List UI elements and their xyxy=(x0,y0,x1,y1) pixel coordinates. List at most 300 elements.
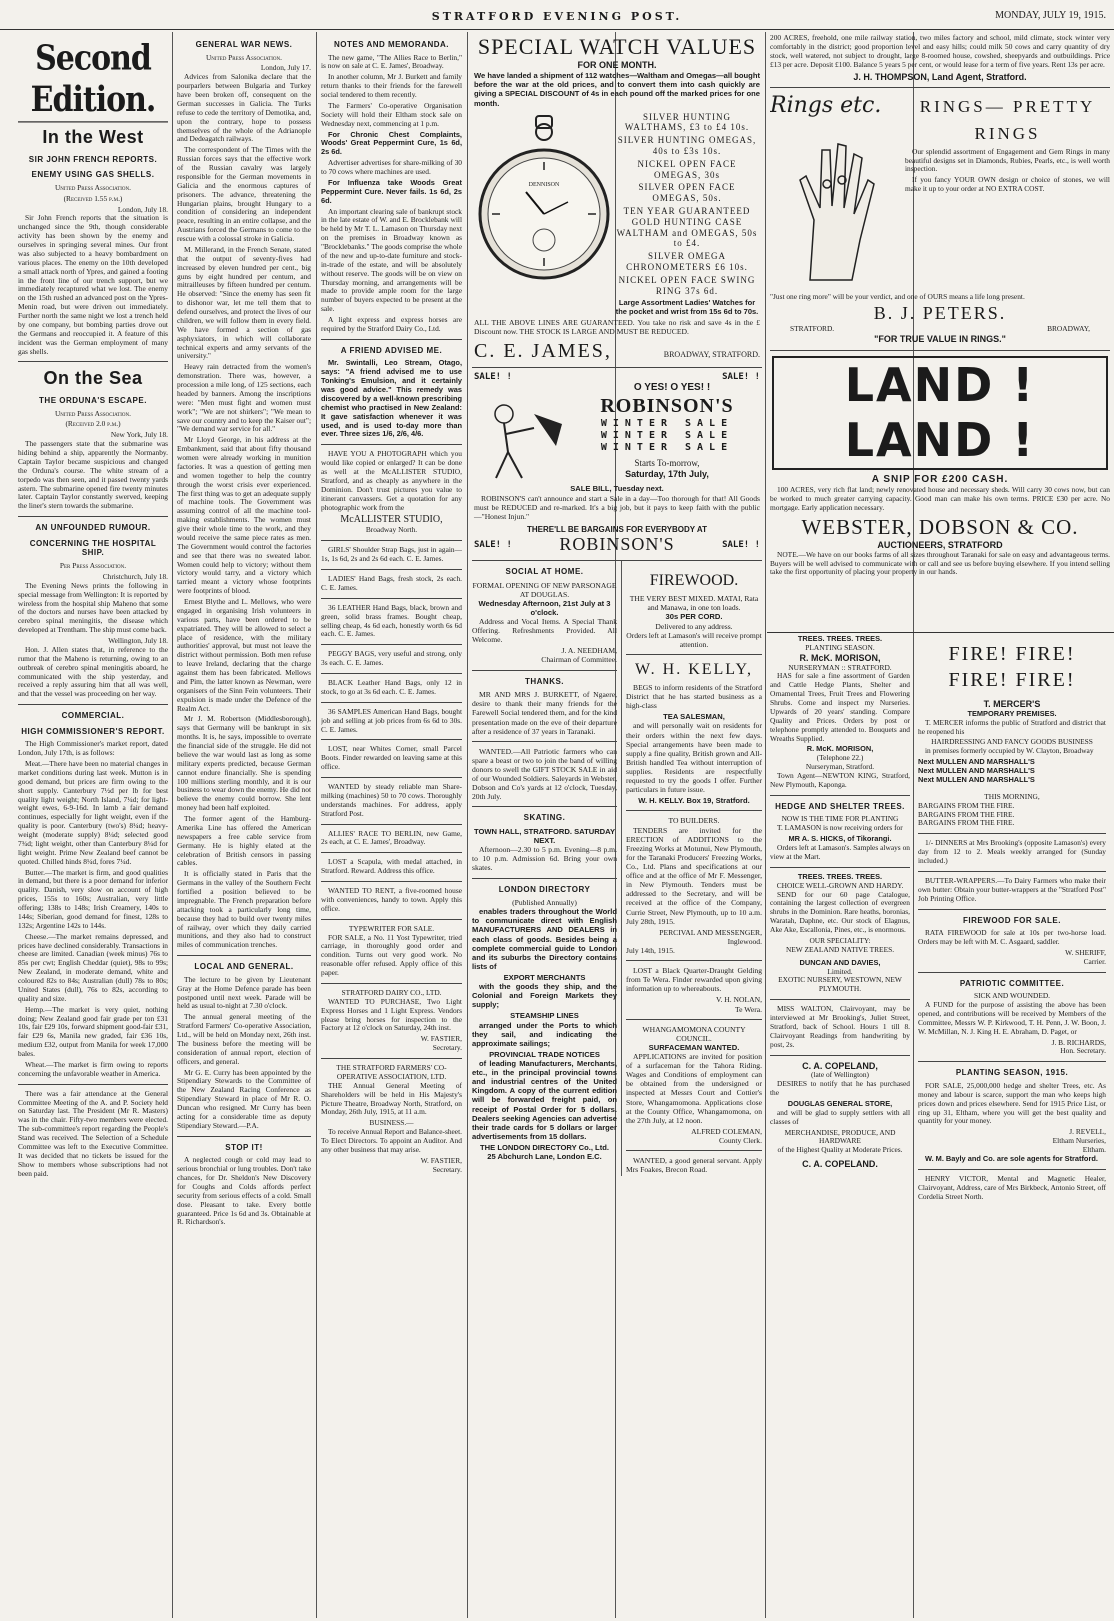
column-4 xyxy=(472,34,762,1616)
ad-signature: ALFRED COLEMAN, xyxy=(691,1126,762,1136)
classified-ad: 36 LEATHER Hand Bags, black, brown and green, solid brass frames. Bought cheap, selling cheap, 4s 6d each, honestly worth 6s 6d each. C. E. James. xyxy=(321,602,462,639)
divider xyxy=(918,833,1106,834)
article-paragraph: The Evening News prints the following in special message from Wellington: It is reported by wireless from the hospital ship Maheno that some of the doctors and nurses have been attacked by cerebro spinal meningitis, the disease which developed at Trentham. The ship must come back. xyxy=(18,580,168,635)
ad-text: ROBINSON'S can't announce and start a Sale in a day—Too thorough for that! All Goods must be REDUCED and re-marked. It's a big job, but it pays to keep faith with the public—"Honest Injun." xyxy=(474,493,760,521)
ad-heading: TYPEWRITER FOR SALE. xyxy=(348,923,435,933)
ad-text: WANTED, a good general servant. Apply Mrs Foakes, Brecon Road. xyxy=(626,1156,762,1175)
ad-text: A FUND for the purpose of assisting the above has been opened, and contributions will be received by Members of the Committee, Messrs W. P. Kirkwood, T. H. Penn, J. W. Boon, J. W. McMillan, N. J. King H. E. Abraham, D. Paget, or xyxy=(918,1000,1106,1036)
winter-sale: WINTER SALE xyxy=(600,430,734,442)
watch-item: TEN YEAR GUARANTEED GOLD HUNTING CASE WALTHAM and OMEGAS, 50s to £4. xyxy=(616,206,758,249)
ad-text: of leading Manufacturers, Merchants, etc., in the principal provincial towns and industrial centres of the United Kingdom. A copy of the current edition will be forwarded freight paid, on receipt of Postal Order for 5 dollars. Dealers seeking Agencies can advertise their trade cards for 5 dollars or larger advertisements from 15 dollars. xyxy=(472,1058,617,1141)
ad-subheading: AUCTIONEERS, STRATFORD xyxy=(877,539,1003,550)
divider xyxy=(472,670,617,671)
lower-left-ads xyxy=(472,561,622,1176)
ad-signature: C. A. COPELAND. xyxy=(802,1159,878,1170)
watch-item: NICKEL OPEN FACE SWING RING 37s 6d. xyxy=(618,274,756,296)
ad-signature-row xyxy=(474,339,760,363)
start-line: Starts To-morrow, xyxy=(634,458,700,469)
bargain-line: BARGAINS FROM THE FIRE. xyxy=(918,800,1015,810)
headline: LOCAL AND GENERAL. xyxy=(194,962,294,972)
ad-line: For Chronic Chest Complaints, Woods' Great Peppermint Cure, 1s 6d, 2s 6d. xyxy=(321,129,462,157)
article-paragraph: M. Millerand, in the French Senate, stated that the output of seventy-fives had increased by eleven hundred per cent., big guns by eight hundred per centum, and mitrailleuses by fifteen hundred per centum. He observed: "Since the enemy has seen fit to dishonor war, let me tell them that to defend ourselves, and protect the lives of our children, we will follow them in every field. We have formed a section of gas asphyxiators, in which will collaborate technical experts and army servants of the university." xyxy=(177,244,311,361)
ad-subheading: THIS MORNING, xyxy=(984,791,1040,801)
headline: COMMERCIAL. xyxy=(61,711,125,721)
ad-line: For Influenza take Woods Great Peppermint Cure. Never fails. 1s 6d, 2s 6d. xyxy=(321,177,462,205)
ad-text: MISS WALTON, Clairvoyant, may be interviewed at Mr Brooking's, Juliet Street, Stratford, back of School. Hours 1 till 8. Clairvoyant Readings from handwriting by post, 2s. xyxy=(770,1004,910,1049)
sale-date: Saturday, 17th July, xyxy=(625,469,709,480)
divider xyxy=(18,361,168,362)
classified-ad: WANTED TO PURCHASE, Two Light Express Horses and 1 Light Express. Vendors please bring horses for inspection to the Factory at 12 o'clock on Saturday, 24th inst. xyxy=(321,996,462,1033)
ad-signature: Broadway North. xyxy=(365,525,418,535)
divider xyxy=(918,1169,1106,1170)
ad-text: and will personally wait on residents for their orders within the next few days. Special arrangements have been made to supply a fine quality, British grown and All-British handled Tea without interruption of supplies. Residents are respectfully requested to try the goods I offer. Further particulars in future issue. xyxy=(626,721,762,795)
ad-heading: FIREWOOD FOR SALE. xyxy=(963,915,1061,925)
ad-text: 200 ACRES, freehold, one mile railway station, two miles factory and school, mild climate, stock winter very comfortably in the district; good proportion level and easy hills; could milk 50 cows and carry quantity of dry stock, well watered, not subject to drought, large 8-roomed house, cowshed, sheepyards and outbuildings. Price £13 per acre. Deposit £100. Balance 5 years 5 per cent, or would lease for a term of five years. Rent 13s per acre. xyxy=(770,34,1110,69)
watch-item: NICKEL OPEN FACE OMEGAS, 30s xyxy=(637,158,737,180)
article-paragraph: The correspondent of The Times with the Russian forces says that the effective work of the Russian cavalry was largely responsible for the German movements in Galicia and the enormous captures of prisoners. The advance, threatening the Hungarian plains, brought Hungary to a condition of considering an independent peace, resulting in an entire collapse, and the Austrians forced the Germans to come to the rescue with a colossal stroke in Galicia. xyxy=(177,145,311,244)
ad-text: Mr. Swintalli, Leo Stream, Otago, says: "A friend advised me to use Tonking's Emulsion, and it certainly was good advice." This remedy was discovered by a well-known prescribing chemist who practised in New Zealand: It gave satisfaction whenever it was used, and is used to-day more than ever. Three sizes 1/6, 2/6, 4/6. xyxy=(321,358,462,439)
ad-text: RATA FIREWOOD for sale at 10s per two-horse load. Orders may be left with M. C. Asgaard, saddler. xyxy=(918,928,1106,947)
ad-signature: THE LONDON DIRECTORY Co., Ltd. xyxy=(480,1142,609,1152)
ad-signature: County Clerk. xyxy=(718,1135,762,1145)
agency-line: United Press Association. xyxy=(205,52,283,62)
ad-signature: Carrier. xyxy=(1083,956,1106,966)
classified-ad: LOST a Scapula, with medal attached, in Stratford. Reward. Address this office. xyxy=(321,857,462,876)
robinsons-text xyxy=(574,394,760,484)
ad-text: Our splendid assortment of Engagement and Gem Rings in many beautiful designs set in Diamonds, Rubies, Pearls, etc., is well worth inspection. xyxy=(905,146,1110,174)
column-rule xyxy=(172,32,173,1618)
ad-subheading: MERCHANDISE, PRODUCE, AND HARDWARE xyxy=(784,1127,896,1146)
ad-heading: THE STRATFORD FARMERS' CO-OPERATIVE ASSOCIATION, LTD. xyxy=(336,1063,447,1081)
article-paragraph: An important clearing sale of bankrupt stock in the late estate of W. and E. Brocklebank will be held by Mr T. L. Lamason on Thursday next on the premises in Broadway known as "Brocklebanks." The goods comprise the whole of the new and up-to-date furniture and stock-in-trade of the estate, and will be absolutely without reserve. The goods will be on view on Thursday morning, and arrangements will be made to provide ample room for the large number of buyers expected to be present at the sale. xyxy=(321,206,462,314)
ad-text: SEND for our 60 page Catalogue, containing the largest collection of evergreen shrubs in the Dominion. Rare heaths, boronias, Waratah, Daphne, etc. Our stock of Elagnus, Ake Ake, Escallonia, Pines, etc., is enormous. xyxy=(770,889,910,935)
ad-heading: T. MERCER'S xyxy=(983,699,1041,709)
ad-text: Address and Vocal Items. A Special Thank Offering. Refreshments Provided. All Welcome. xyxy=(472,617,617,645)
trees-banner: TREES. TREES. TREES. xyxy=(797,871,883,881)
article-paragraph: Hon. J. Allen states that, in reference to the rumor that the Maheno is returning, owing to an outbreak of cerebro spinal meningitis aboard, he communicated with the ship yesterday, and received a reply assuring him that all was well, and that the vessel was proceeding on her way. xyxy=(18,644,168,699)
article-paragraph: The annual general meeting of the Stratford Farmers' Co-operative Association, Ltd., will be held on Monday next, 26th inst. The business before the meeting will be consideration of annual report, election of officers, and general. xyxy=(177,1012,311,1066)
divider xyxy=(18,704,168,705)
divider xyxy=(177,1136,311,1137)
column-7 xyxy=(918,635,1106,1615)
ad-heading: PLANTING SEASON, 1915. xyxy=(955,1068,1069,1078)
rings-text xyxy=(905,93,1110,292)
divider xyxy=(321,777,462,778)
ad-text: with the goods they ship, and the Colonial and Foreign Markets they supply; xyxy=(472,982,617,1010)
ad-subheading: NOW IS THE TIME FOR PLANTING xyxy=(781,814,899,824)
article-paragraph: Advertiser advertises for share-milking of 30 to 70 cows where machines are used. xyxy=(321,158,462,177)
article-paragraph: In another column, Mr J. Burkett and family return thanks to their friends for the farewell social tendered to them recently. xyxy=(321,72,462,100)
divider xyxy=(626,654,762,655)
edition-heading: Second Edition. xyxy=(18,39,168,123)
winter-sale: WINTER SALE xyxy=(600,418,734,430)
ad-signature: Inglewood. xyxy=(727,936,762,946)
ad-date: July 14th, 1915. xyxy=(626,946,675,955)
ad-text: If you fancy YOUR OWN design or choice of stones, we will make it up to your order at NO EXTRA COST. xyxy=(905,175,1110,194)
trees-banner: TREES. TREES. TREES. xyxy=(797,635,883,643)
divider xyxy=(626,1019,762,1020)
column-2 xyxy=(177,34,311,1616)
divider xyxy=(472,878,617,879)
fire-heading: FIRE! FIRE! FIRE! FIRE! xyxy=(948,643,1076,691)
bargains-line: THERE'LL BE BARGAINS FOR EVERYBODY AT xyxy=(527,524,707,534)
ad-signature: Limited. xyxy=(827,966,853,976)
ad-when: Wednesday Afternoon, 21st July at 3 o'clock. xyxy=(478,598,611,617)
ad-subheading: SURFACEMAN WANTED. xyxy=(648,1042,740,1052)
robinsons-ad xyxy=(472,368,762,561)
headline: STOP IT! xyxy=(225,1142,263,1152)
divider xyxy=(321,569,462,570)
ad-text: TENDERS are invited for the ERECTION of ADDITIONS to the Freezing Works at Motunui, New Plymouth, for the Taranaki Producers' Freezing Works, Co., Ltd. Plans and specifications at our office and at the office of Mr F. Messenger, in New Plymouth. Tenders must be addressed to the Secretary, and will be received at the office of the Company, Currie Street, New Plymouth, up to 10 a.m. July 28th, 1915. xyxy=(626,825,762,926)
ad-heading: C. A. COPELAND, xyxy=(802,1060,878,1071)
divider xyxy=(918,909,1106,910)
column-5 xyxy=(622,561,762,1176)
ad-heading: SKATING. xyxy=(523,813,566,823)
sale-mark: SALE! ! xyxy=(474,371,512,382)
article-paragraph: Mr G. E. Curry has been appointed by the Stipendiary Stewards to the Committee of the New Zealand Racing Conference as Stipendiary Steward in place of Mr R. O. Duncan who resigned. Mr Curry has been acting for a considerable time as deputy Stipendiary Steward.—P.A. xyxy=(177,1067,311,1130)
headline: SIR JOHN FRENCH REPORTS. xyxy=(28,154,158,164)
ad-text: BEGS to inform residents of the Stratford District that he has started business as a high-class xyxy=(626,683,762,711)
jeweller-name: B. J. PETERS. xyxy=(873,303,1007,324)
article-paragraph: Mr J. M. Robertson (Middlesborough), says that Germany will be bankrupt in six months. It is, he says, impossible to overrate the financial side of the struggle. He did not believe the war would last as long as some military experts predicted, because German cannot endure financially. She is spending 100 millions sterling monthly, and it is our business to wear down the enemy. He did not believe the enemy could borrow. She lent money had been half exploited. xyxy=(177,714,311,813)
ad-signature: 25 Abchurch Lane, London E.C. xyxy=(487,1152,602,1162)
classified-ad: FOR SALE, a No. 11 Yost Typewriter, tried carriage, in thoroughly good order and condition. Turns out very good work. No reasonable offer refused. Apply office of this paper. xyxy=(321,932,462,978)
issue-date: MONDAY, JULY 19, 1915. xyxy=(995,10,1106,21)
article-paragraph: Mr Lloyd George, in his address at the Embankment, said that about fifty thousand women were already working in munition factories. It was a question of getting men and women together to help the country through the worst crisis ever experienced. The first thing was to get an adequate supply of machine tools. The Government was assuming control of all the machine tool-making establishments. The women must give their whole time to the work, and they would receive the same piece rates as men. The Government would control the factories and see that there was no sweated labor. Women could help to victory; without them victory would tarry, and a victory which tarried meant a victory whose footprints were footprints of blood. xyxy=(177,435,311,596)
divider xyxy=(321,852,462,853)
ad-text: NOTE.—We have on our books farms of all sizes throughout Taranaki for sale on easy and advantageous terms. Buyers will be well advised to communicate with or call and see us before buying elsewhere. If you intend selling take the first opportunity of placing your property in our hands. xyxy=(770,549,1110,577)
ad-subheading: (Published Annually) xyxy=(512,898,577,908)
jeweller-location: STRATFORD. xyxy=(790,324,835,334)
location-line: Next MULLEN AND MARSHALL'S xyxy=(918,757,1035,767)
subheadline: HIGH COMMISSIONER'S REPORT. xyxy=(21,726,165,736)
watch-item: SILVER OPEN FACE OMEGAS, 50s. xyxy=(638,182,736,204)
ad-heading: SOCIAL AT HOME. xyxy=(505,567,584,577)
dateline: London, July 17. xyxy=(260,63,311,73)
divider xyxy=(770,867,910,868)
article-paragraph: It is officially stated in Paris that the Germans in the valley of the Southern Fecht fortified a position believed to be impregnable. The French preparation before attacking took a particularly long time, because they had to build over twenty miles of railway, over which they daily carried munitions, and they also had to construct miles of communication trenches. xyxy=(177,869,311,950)
ad-signature: Chairman of Committee. xyxy=(541,655,617,665)
lower-ads xyxy=(472,561,762,1176)
ad-heading: TO BUILDERS. xyxy=(668,816,720,826)
ad-text: enables traders throughout the World to communicate direct with English MANUFACTURERS AND DEALERS in each class of goods. Besides being a complete commercial guide to London and its suburbs the Directory contains lists of xyxy=(472,907,617,971)
masthead xyxy=(0,6,1114,28)
ad-text: We have landed a shipment of 112 watches—Waltham and Omegas—all bought before the war at the old prices, and to convert them into cash quickly are giving a SPECIAL DISCOUNT of 4s in each pound off the marked prices for one month. xyxy=(474,71,760,108)
divider xyxy=(321,644,462,645)
divider xyxy=(321,702,462,703)
rings-title: RINGS— PRETTY RINGS xyxy=(919,97,1096,144)
ad-subheading: BUSINESS.— xyxy=(369,1118,414,1128)
masthead-rule xyxy=(0,29,1114,30)
headline: AN UNFOUNDED RUMOUR. xyxy=(35,523,151,533)
store-name: ROBINSON'S xyxy=(559,534,675,555)
ad-subheading: NURSERYMAN :: STRATFORD. xyxy=(788,662,892,672)
ad-subheading: TEA SALESMAN, xyxy=(663,712,725,722)
ad-signature: W. FASTIER, xyxy=(420,1034,462,1044)
ad-signature: J. A. NEEDHAM, xyxy=(561,646,617,656)
rings-logo: Rings etc. xyxy=(770,93,882,119)
article-paragraph: A light express and express horses are required by the Stratford Dairy Co., Ltd. xyxy=(321,315,462,333)
ad-heading: THANKS. xyxy=(524,676,565,686)
classified-ad: GIRLS' Shoulder Strap Bags, just in again—1s, 1s 6d, 2s and 2s 6d each. C. E. James. xyxy=(321,545,462,564)
column-rule xyxy=(765,32,766,1618)
ad-signature: V. H. NOLAN, xyxy=(715,995,762,1005)
ad-text: Delivered to any address. xyxy=(655,621,733,631)
article-paragraph: The Farmers' Co-operative Organisation Society will hold their Eltham stock sale on Wednesday next, commencing at 1 p.m. xyxy=(321,100,462,128)
watch-item: SILVER HUNTING WALTHAMS, £3 to £4 10s. xyxy=(624,111,750,133)
rings-ad xyxy=(770,93,1110,292)
sale-row xyxy=(474,534,760,556)
rings-illustration xyxy=(770,93,905,292)
ad-subheading: FORMAL OPENING OF NEW PARSONAGE AT DOUGLAS. xyxy=(472,580,617,599)
ad-text: THE VERY BEST MIXED. MATAI, Rata and Manawa, in one ton loads. xyxy=(629,594,759,613)
classified-ad: LADIES' Hand Bags, fresh stock, 2s each. C. E. James. xyxy=(321,574,462,592)
ad-signature: J. H. THOMPSON, Land Agent, Stratford. xyxy=(853,71,1027,82)
divider xyxy=(321,540,462,541)
ad-subtitle: FOR ONE MONTH. xyxy=(577,60,657,71)
subheadline: CONCERNING THE HOSPITAL SHIP. xyxy=(29,538,157,558)
watch-item: Large Assortment Ladies' Watches for the pocket and wrist from 15s 6d to 70s. xyxy=(615,298,759,317)
location-line: Next MULLEN AND MARSHALL'S xyxy=(918,774,1035,784)
agency-name: WEBSTER, DOBSON & CO. xyxy=(801,514,1079,539)
ad-signature: DUNCAN AND DAVIES, xyxy=(799,957,881,967)
divider xyxy=(177,955,311,956)
watch-illustration xyxy=(474,110,614,319)
column-3 xyxy=(321,34,462,1616)
divider xyxy=(918,972,1106,973)
ad-text: LOST a Black Quarter-Draught Gelding from Te Wera. Finder rewarded upon giving information up to whereabouts. xyxy=(626,966,762,994)
ad-signature: Te Wera. xyxy=(735,1004,762,1014)
article-paragraph: Wheat.—The market is firm owing to reports concerning the unfavorable weather in America. xyxy=(18,1059,168,1078)
ad-signature: Nurseryman, Stratford. xyxy=(805,762,875,772)
column-rule xyxy=(467,32,468,1618)
headline: GENERAL WAR NEWS. xyxy=(195,40,293,49)
ad-text: WANTED.—All Patriotic farmers who can spare a beast or two to join the band of willing donors to swell the GIFT STOCK SALE in aid of our Wounded Soldiers. Saleyards in Webster, Dobson and Co's yards at 12 o'clock, Tuesday, 20th July. xyxy=(472,746,617,802)
article-paragraph: There was a fair attendance at the General Committee Meeting of the A. and P. Society held on Saturday last. The President (Mr R. Masters) was in the chair. Fifty-two members were elected. The sub-committee's report regarding the People's Stand was received. The Selection of a Schedule Committee was left to the Executive Committee. It was decided that no tickets be issued for the Show to members whose subscriptions had not been paid. xyxy=(18,1088,168,1178)
ad-footer: ALL THE ABOVE LINES ARE GUARANTEED. You take no risk and save 4s in the £ Discount now. THE STOCK IS LARGE AND MUST BE REDUCED. xyxy=(474,318,760,337)
location-line: Next MULLEN AND MARSHALL'S xyxy=(918,766,1035,776)
article-paragraph: Butter.—The market is firm, and good qualities in demand, but there is a poor demand for inferior quality. Danish, very slow on account of high prices, 155s to 160s; Australian, very little offering; 138s to 148s; Irish Creamery, 140s to 144s; Siberian, good demand for finest, 128s to 132s; Argentine 142s to 144s. xyxy=(18,867,168,930)
ad-text: 100 ACRES, very rich flat land; newly renovated house and necessary sheds. Will carry 30 cows now, but can be worked to much greater carrying capacity. Good man can make his own terms. PRICE £30 per acre. No mortgage. Early application necessary. xyxy=(770,485,1110,512)
watch-item: SILVER HUNTING OMEGAS, 40s to £3s 10s. xyxy=(617,135,757,157)
divider xyxy=(321,673,462,674)
sale-mark: SALE! ! xyxy=(722,371,760,382)
jeweller-name: C. E. JAMES, xyxy=(474,339,612,362)
divider xyxy=(770,999,910,1000)
ad-price: 30s PER CORD. xyxy=(665,612,723,622)
ad-subheading: (late of Wellington) xyxy=(811,1070,869,1080)
headline: NOTES AND MEMORANDA. xyxy=(333,40,450,49)
divider xyxy=(472,741,617,742)
divider xyxy=(626,1150,762,1151)
watch-ad-body xyxy=(474,110,760,319)
classified-ad: BLACK Leather Hand Bags, only 12 in stock, to go at 3s 6d each. C. E. James. xyxy=(321,678,462,696)
ad-signature: Eltham Nurseries, xyxy=(1052,1136,1106,1146)
divider xyxy=(321,881,462,882)
ad-subheading: MR A. S. HICKS, of Tikorangi. xyxy=(788,834,892,844)
jeweller-location: BROADWAY, xyxy=(1047,324,1090,334)
article-paragraph: A neglected cough or cold may lead to serious bronchial or lung troubles. Don't take chances, for Dr. Sheldon's New Discovery for Coughs and Colds affords perfect security from serious effects of a cold. Small dose. Pleasant to take. Every bottle guaranteed. Price 1s 6d and 3s. Obtainable at R. Richardson's. xyxy=(177,1155,311,1227)
article-paragraph: Cheese.—The market remains depressed, and prices have declined considerably. Transactions in cheese are limited. Canadian (week minus) 76s to 85s per cwt; English Cheddar (quiet), 98s to 99s; New Zealand, in moderate demand, white and coloured 82s to 84s; Australian (dull) 78s to 80s; United States (dull), 76s to 82s, according to quality and size. xyxy=(18,931,168,1003)
article-paragraph: The lecture to be given by Lieutenant Gray at the Home Defence parade has been postponed until next week. Parade will be held as usual to-night at 7.30 o'clock. xyxy=(177,974,311,1011)
jeweller-location-row xyxy=(770,325,1110,334)
sale-bill: SALE BILL, Tuesday next. xyxy=(570,484,664,494)
ad-tagline: "FOR TRUE VALUE IN RINGS." xyxy=(874,333,1006,344)
dateline: Wellington, July 18. xyxy=(108,636,168,645)
ad-subheading: TOWN HALL, STRATFORD. SATURDAY NEXT. xyxy=(473,826,616,846)
subheadline: ENEMY USING GAS SHELLS. xyxy=(31,170,155,180)
divider xyxy=(770,1055,910,1056)
ad-signature: EXOTIC NURSERY, WESTOWN, NEW PLYMOUTH. xyxy=(778,975,902,994)
article-paragraph: The High Commissioner's market report, dated London, July 17th, is as follows: xyxy=(18,739,168,758)
ad-signature: Hon. Secretary. xyxy=(1060,1046,1106,1056)
oyes-line: O YES! O YES! ! xyxy=(633,382,711,394)
ad-subheading: OUR SPECIALITY: xyxy=(809,935,871,945)
ad-signature: (Telephone 22.) xyxy=(816,753,864,763)
divider xyxy=(18,516,168,517)
ad-subheading: STEAMSHIP LINES xyxy=(510,1011,579,1021)
ad-text: arranged under the Ports to which they sail, and indicating the approximate sailings; xyxy=(472,1020,617,1048)
divider xyxy=(626,960,762,961)
article-paragraph: Sir John French reports that the situation is unchanged since the 9th, though considerable activity has been shown by the enemy and ourselves in springing several mines. Our front was also subjected to a heavy bombardment on various places. The enemy on the 10th developed a small attack north of Ypres, and gained a footing in the front line of our trench support, but we immediately recaptured what we lost. The enemy on the 15th rushed an advanced post on the Ypres-Menin road, but were driven out immediately. Further north the same night we lost a trench held by one company, but bombing parties drove out the Germans and reoccupied it. A feature of this incident was the German employment of many gas shells. xyxy=(18,213,168,356)
ad-heading: A FRIEND ADVISED ME. xyxy=(340,345,443,355)
section-rule xyxy=(767,632,1114,633)
agency-line: United Press Association. xyxy=(54,408,132,418)
ad-subheading: DOUGLAS GENERAL STORE, xyxy=(787,1098,893,1108)
column-6 xyxy=(770,635,910,1615)
article-paragraph: Ernest Blythe and L. Mellows, who were engaged in organising Irish volunteers in various parts, have been ordered to be expatriated. They will be allowed to select a place of residence, with the military authorities' approval, but must not leave the district without permission. Both men refuse to leave Ireland, declaring that the charge against them has been fabricated. Mellows and Pim, the latter known as Newman, were organisers of the Sinn Fein volunteers. Their expulsion is made under the Defence of the Realm Act. xyxy=(177,597,311,713)
divider xyxy=(321,339,462,340)
ad-text: MR AND MRS J. BURKETT, of Ngaere, desire to thank their many friends for the Farewell Social tendered them, and for the kind presentation made on the eve of their departure after a residence of 37 years in Taranaki. xyxy=(472,690,617,736)
ad-text: "Just one ring more" will be your verdict, and one of OURS means a life long present. xyxy=(770,291,1025,301)
divider xyxy=(321,919,462,920)
ad-text: HAVE YOU A PHOTOGRAPH which you would like copied or enlarged? It can be done as well at the McALLISTER STUDIO, Stratford, and as cheaply as anywhere in the Dominion. Don't trust pictures you value to itinerant canvassers. Get a quotation for any photographic work from the xyxy=(321,449,462,512)
winter-sale: WINTER SALE xyxy=(600,442,734,454)
divider xyxy=(321,739,462,740)
ad-text: T. MERCER informs the public of Stratford and district that he reopened his xyxy=(918,717,1106,736)
town-crier-bell-icon xyxy=(474,394,574,484)
section-heading-west: In the West xyxy=(42,127,144,147)
robinsons-body xyxy=(474,394,760,484)
ad-heading: WHANGAMOMONA COUNTY COUNCIL. xyxy=(642,1024,746,1043)
ad-text: T. LAMASON is now receiving orders for xyxy=(777,823,903,833)
firewood-heading: FIREWOOD. xyxy=(649,572,739,590)
ad-text: Town Agent—NEWTON KING, Stratford, New Plymouth, Kaponga. xyxy=(770,771,910,789)
land-heading: LAND ! LAND ! xyxy=(772,356,1108,470)
divider xyxy=(321,598,462,599)
ad-signature: W. SHERIFF, xyxy=(1065,947,1106,957)
received-line: (Received 2.0 p.m.) xyxy=(65,419,121,429)
classified-ad: THE Annual General Meeting of Shareholders will be held in His Majesty's Picture Theatre, Broadway North, Stratford, on Monday, 26th July, 1915, at 11 a.m. xyxy=(321,1080,462,1117)
headline: THE ORDUNA'S ESCAPE. xyxy=(39,396,147,405)
ad-text: BUTTER-WRAPPERS.—To Dairy Farmers who make their own butter: Obtain your butter-wrappers at the "Stratford Post" Job Printing Office. xyxy=(918,875,1106,903)
ad-heading: LONDON DIRECTORY xyxy=(498,884,591,894)
pocket-watch-icon xyxy=(474,114,614,294)
divider xyxy=(918,1061,1106,1062)
ad-subheading: PROVINCIAL TRADE NOTICES xyxy=(489,1049,600,1059)
ad-text: Orders left at Lamason's will receive prompt attention. xyxy=(626,630,762,649)
ad-subheading: TEMPORARY PREMISES. xyxy=(967,708,1057,718)
bargain-line: BARGAINS FROM THE FIRE. xyxy=(918,809,1015,819)
column-rule xyxy=(316,32,317,1618)
watch-item: SILVER OMEGA CHRONOMETERS £6 10s. xyxy=(626,251,748,272)
ad-text: FOR SALE, 25,000,000 hedge and shelter Trees, etc. As money and labour is scarce, support the man who keeps high prices down and prices elsewhere. Send for 1915 Price List, or ring up 31, Eltham, where you will get the best quality and quantity for your money. xyxy=(918,1080,1106,1126)
article-paragraph: The former agent of the Hamburg-Amerika Line has offered the American newspapers a free cable service from Germany. He is highly elated at the celebration of British censors in passing cables. xyxy=(177,814,311,868)
ad-text: and will be glad to supply settlers with all classes of xyxy=(770,1107,910,1126)
article-paragraph: Heavy rain detracted from the women's demonstration. There was, however, a procession a mile long, of 125 sections, each headed by banners. Among the inscriptions were: "Men must fight and women must work"; "We are not shirkers"; "We mean to save our country and to keep the Kaiser out"; "We demand war service for all." xyxy=(177,362,311,434)
column-1 xyxy=(18,34,168,1616)
ad-text: HENRY VICTOR, Mental and Magnetic Healer, Clairvoyant, Address, care of Mrs Birkbeck, Antonio Street, off Cordelia Street North. xyxy=(918,1173,1106,1201)
ad-subheading: PLANTING SEASON. xyxy=(805,642,875,652)
classified-ad: PEGGY BAGS, very useful and strong, only 3s each. C. E. James. xyxy=(321,649,462,668)
dial-brand: DENNISON xyxy=(528,181,560,188)
watch-list xyxy=(614,110,760,319)
article-paragraph: Advices from Salonika declare that the pourparlers between Bulgaria and Turkey have been broken off, consequent on the German successes in Galicia. The Turks refuse to cede the territory of Demotika, and, upon the contrary, hope to possess themselves of the whole of the Adrianople and Dedeagatch railways. xyxy=(177,72,311,144)
ad-heading: PATRIOTIC COMMITTEE. xyxy=(959,978,1065,988)
divider xyxy=(321,983,462,984)
classified-ad: 36 SAMPLES American Hand Bags, bought job and selling at job prices from 6s 6d to 30s. C. E. James. xyxy=(321,706,462,734)
divider xyxy=(321,1058,462,1059)
ad-heading: R. McK. MORISON, xyxy=(799,652,881,663)
article-paragraph: The new game, "The Allies Race to Berlin," is now on sale at C. E. James', Broadway. xyxy=(321,52,462,71)
ad-signature: J. B. RICHARDS, xyxy=(1051,1037,1106,1047)
ad-text: in premises formerly occupied by W. Clayton, Broadway xyxy=(925,746,1094,756)
sale-mark: SALE! ! xyxy=(722,539,760,550)
divider xyxy=(321,824,462,825)
ad-subheading: CHOICE WELL-GROWN AND HARDY. xyxy=(776,880,904,890)
ad-subheading: A SNIP FOR £200 CASH. xyxy=(871,474,1009,486)
classified-ad: ALLIES' RACE TO BERLIN, new Game, 2s each, at C. E. James', Broadway. xyxy=(321,828,462,847)
classified-ad: LOST, near Whites Corner, small Parcel Boots. Finder rewarded on leaving same at this office. xyxy=(321,744,462,772)
ad-title: SPECIAL WATCH VALUES xyxy=(477,34,757,59)
divider xyxy=(472,806,617,807)
ad-subheading: SICK AND WOUNDED. xyxy=(973,991,1051,1001)
ad-heading: STRATFORD DAIRY CO., LTD. xyxy=(341,987,442,997)
divider xyxy=(918,871,1106,872)
ad-text: HAS for sale a fine assortment of Garden and Cattle Hedge Plants, Shelter and Ornamental Trees, Fruit Trees and Flowering Shrubs. Come and inspect my Nurseries. Upwards of 20 years' standing. Compare Quality and Prices. Orders by post or telephone promptly attended to. Bouquets and Wreaths Supplied. xyxy=(770,671,910,743)
ad-text: W. M. Bayly and Co. are sole agents for Stratford. xyxy=(925,1153,1098,1163)
ad-subheading: of the Highest Quality at Moderate Prices. xyxy=(777,1145,903,1155)
ad-text: Afternoon—2.30 to 5 p.m. Evening—8 p.m. to 10 p.m. Admission 6d. Bring your own skates. xyxy=(472,845,617,873)
divider xyxy=(770,87,1110,88)
dateline: Christchurch, July 18. xyxy=(102,571,168,581)
dateline: London, July 18. xyxy=(117,204,168,214)
ad-signature: R. McK. MORISON, xyxy=(806,744,874,754)
classified-ad: WANTED by steady reliable man Share-milking (machines) 50 to 70 cows. Thoroughly understands machines. For address, apply Stratford Post. xyxy=(321,782,462,818)
bargain-line: BARGAINS FROM THE FIRE. xyxy=(918,818,1015,828)
ad-signature: McALLISTER STUDIO, xyxy=(340,514,443,526)
ad-text: APPLICATIONS are invited for position of a surfaceman for the Tahora Riding. Wages and Conditions of employment can be obtained from the undersigned or inspected at Messrs Court and Cottier's Store, Whangamomona. Applications close at the County Office, Whangamomona, on the 27th July, at 12 noon. xyxy=(626,1051,762,1125)
divider xyxy=(18,1084,168,1085)
ad-signature: J. REVELL, xyxy=(1069,1127,1106,1137)
ad-subheading: HAIRDRESSING AND FANCY GOODS BUSINESS xyxy=(931,737,1093,747)
divider xyxy=(626,810,762,811)
article-paragraph: Hemp.—The market is very quiet, nothing doing; New Zealand good fair grade per ton £31 10s, fair £29 10s, forward shipment good-fair £31, fair £29 6s, Manila new graded, fair £36 10s, medium £32, output from Manila for week 17,000 bales. xyxy=(18,1004,168,1059)
divider xyxy=(321,444,462,445)
sale-row xyxy=(474,372,760,383)
jeweller-location: BROADWAY, STRATFORD. xyxy=(663,349,760,359)
ad-subheading: NEW ZEALAND NATIVE TREES. xyxy=(785,944,895,954)
ad-text: DESIRES to notify that he has purchased the xyxy=(770,1079,910,1098)
received-line: (Received 1.55 p.m.) xyxy=(63,193,123,203)
ad-signature: PERCIVAL AND MESSENGER, xyxy=(659,927,762,937)
classified-ad: WANTED TO RENT, a five-roomed house with conveniences, handy to town. Apply this office. xyxy=(321,886,462,913)
sale-mark: SALE! ! xyxy=(474,539,512,550)
store-name: ROBINSON'S xyxy=(600,395,734,418)
agency-line: United Press Association. xyxy=(54,182,132,192)
watch-ad xyxy=(472,34,762,368)
ad-signature: W. FASTIER, xyxy=(420,1155,462,1165)
